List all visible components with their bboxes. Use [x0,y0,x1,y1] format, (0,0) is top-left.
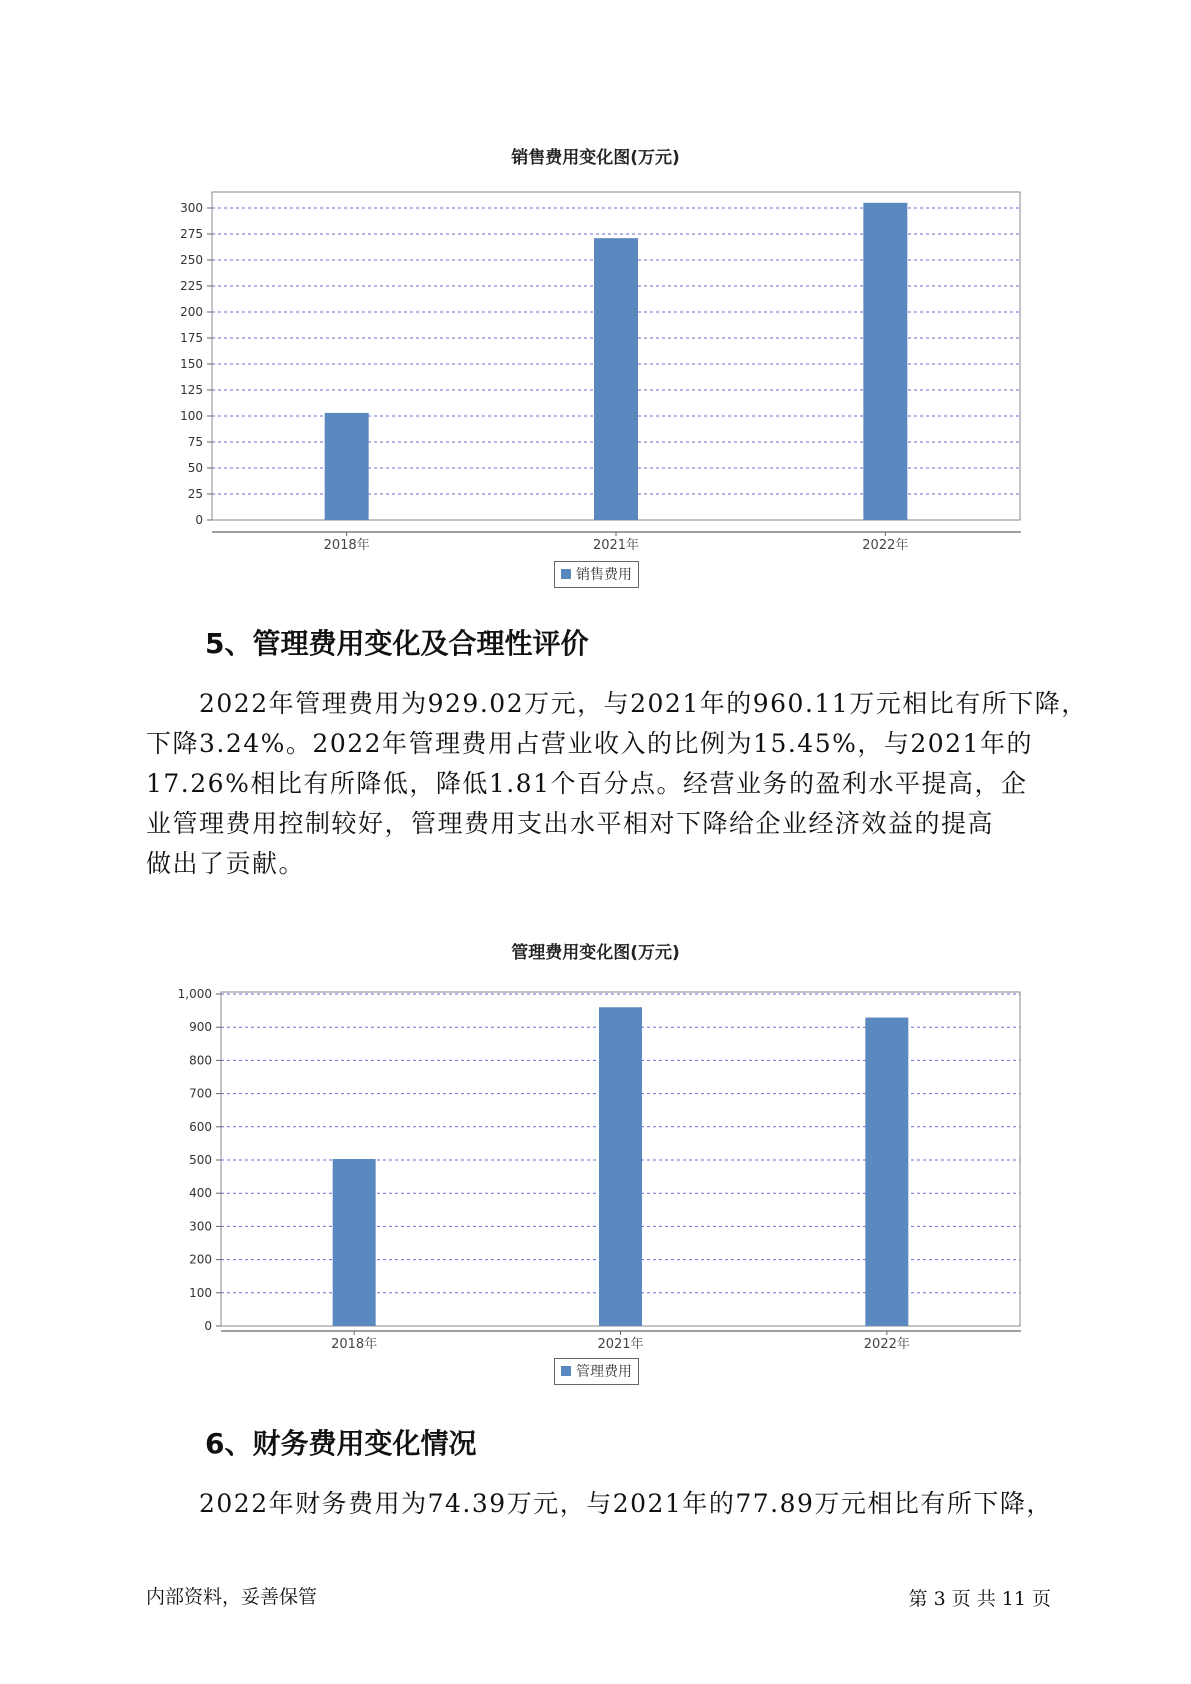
paragraph-line: 17.26%相比有所降低，降低1.81个百分点。经营业务的盈利水平提高，企 [146,769,1028,798]
x-tick-label: 2018年 [331,1337,378,1352]
y-tick-label: 125 [180,383,203,397]
y-tick-label: 175 [180,331,203,345]
x-tick-label: 2021年 [592,538,640,553]
y-tick-label: 25 [187,487,203,501]
bar [333,1159,376,1326]
x-tick-label: 2018年 [323,538,370,553]
y-tick-label: 200 [180,305,203,319]
y-tick-label: 100 [189,1285,212,1300]
y-tick-label: 300 [189,1219,212,1234]
x-tick-label: 2021年 [597,1337,644,1352]
y-tick-label: 700 [189,1086,212,1101]
sales-chart-title: 销售费用变化图(万元) [511,148,680,168]
admin-chart-legend [554,1358,639,1385]
y-tick-label: 150 [180,357,203,371]
bar [865,1018,908,1326]
paragraph-line: 2022年财务费用为74.39万元，与2021年的77.89万元相比有所下降， [199,1489,1053,1518]
y-tick-label: 75 [187,435,203,449]
legend-label: 管理费用 [576,1364,632,1380]
y-tick-label: 400 [189,1186,212,1201]
legend-swatch [561,1366,571,1376]
y-tick-label: 800 [189,1053,212,1068]
section6-heading: 6、财务费用变化情况 [205,1427,477,1460]
y-tick-label: 0 [195,513,203,527]
y-tick-label: 225 [180,279,203,293]
y-tick-label: 50 [187,461,203,475]
y-tick-label: 300 [180,201,203,215]
y-tick-label: 250 [180,253,203,267]
y-tick-label: 275 [180,227,203,241]
section5-heading: 5、管理费用变化及合理性评价 [205,627,589,660]
section6-paragraph [146,1484,1053,1524]
paragraph-line: 2022年管理费用为929.02万元，与2021年的960.11万元相比有所下降， [199,689,1088,718]
footer-confidential-note: 内部资料，妥善保管 [146,1586,318,1608]
x-tick-label: 2022年 [862,538,909,553]
y-tick-label: 600 [189,1119,212,1134]
y-tick-label: 200 [189,1252,212,1267]
y-tick-label: 100 [180,409,203,423]
y-tick-label: 0 [204,1319,212,1333]
paragraph-line: 做出了贡献。 [146,849,306,878]
legend-label: 销售费用 [576,567,632,583]
paragraph-line: 下降3.24%。2022年管理费用占营业收入的比例为15.45%，与2021年的 [146,729,1033,758]
paragraph-line: 业管理费用控制较好，管理费用支出水平相对下降给企业经济效益的提高 [146,809,995,838]
x-tick-label: 2022年 [863,1337,910,1352]
y-tick-label: 900 [189,1020,212,1035]
y-tick-label: 1,000 [177,987,212,1001]
admin-chart-title: 管理费用变化图(万元) [511,943,680,963]
bar [599,1007,642,1326]
y-tick-label: 500 [189,1153,212,1167]
footer-page-number: 第 3 页 共 11 页 [908,1588,1051,1610]
